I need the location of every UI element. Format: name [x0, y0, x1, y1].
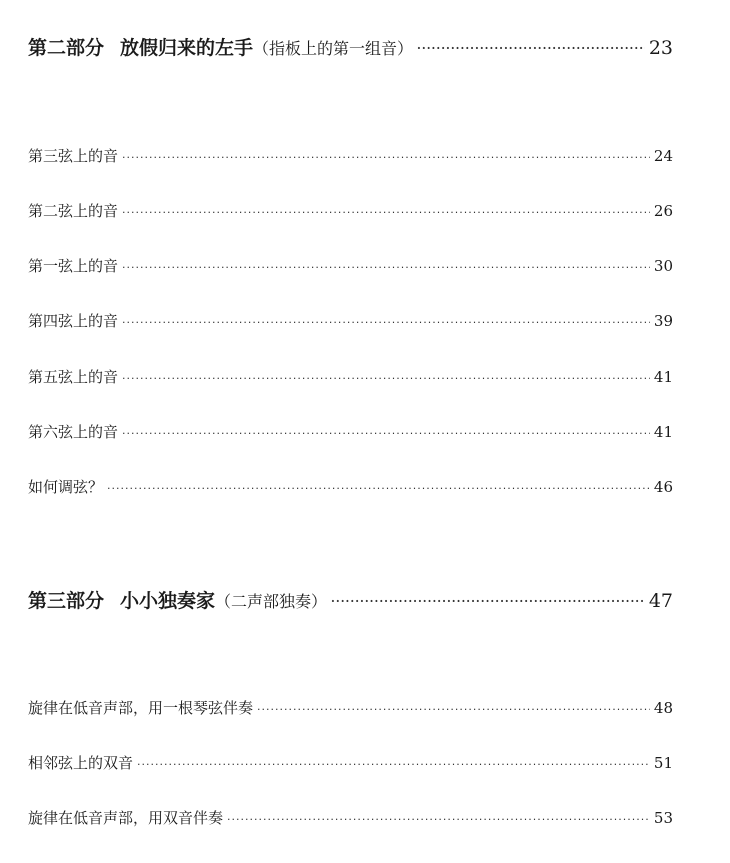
entry-label: 相邻弦上的双音: [28, 754, 134, 772]
toc-entry[interactable]: [28, 200, 673, 221]
toc-entry[interactable]: [28, 697, 673, 718]
entry-label: 第一弦上的音: [28, 257, 119, 275]
page-number: 41: [653, 368, 673, 386]
page-number: 24: [653, 147, 673, 165]
toc-entry[interactable]: [28, 807, 673, 828]
page-number: 48: [653, 699, 673, 717]
entry-label: 第三弦上的音: [28, 147, 119, 165]
page-number: 41: [653, 423, 673, 441]
dot-leader: [417, 42, 645, 55]
page-number: 26: [653, 202, 673, 220]
page-number: 39: [653, 312, 673, 330]
page-number: 53: [653, 809, 673, 827]
dot-leader: [107, 482, 650, 495]
dot-leader: [331, 595, 645, 608]
dot-leader: [122, 151, 650, 164]
part-subtitle: （二声部独奏）: [215, 592, 328, 611]
page-number: 23: [648, 37, 673, 59]
entry-label: 旋律在低音声部，用一根琴弦伴奏: [28, 699, 254, 717]
dot-leader: [257, 703, 650, 716]
toc-entry[interactable]: [28, 752, 673, 773]
toc-entry[interactable]: [28, 421, 673, 442]
entry-label: 如何调弦？: [28, 478, 104, 496]
dot-leader: [137, 758, 650, 771]
part-number: 第三部分: [28, 590, 105, 612]
entry-label: 第六弦上的音: [28, 423, 119, 441]
page-number: 30: [653, 257, 673, 275]
entry-label: 第五弦上的音: [28, 368, 119, 386]
page-number: 51: [653, 754, 673, 772]
toc-entry[interactable]: [28, 366, 673, 387]
dot-leader: [122, 261, 650, 274]
part-subtitle: （指板上的第一组音）: [253, 39, 414, 58]
entry-label: 旋律在低音声部，用双音伴奏: [28, 809, 224, 827]
part-number: 第二部分: [28, 37, 105, 59]
entry-label: 第二弦上的音: [28, 202, 119, 220]
toc-entry[interactable]: [28, 476, 673, 497]
toc-entry[interactable]: [28, 310, 673, 331]
dot-leader: [122, 427, 650, 440]
dot-leader: [122, 372, 650, 385]
part-title: 放假归来的左手: [120, 37, 254, 59]
entry-label: 第四弦上的音: [28, 312, 119, 330]
toc-part-2-heading[interactable]: [28, 33, 673, 60]
dot-leader: [122, 316, 650, 329]
dot-leader: [122, 206, 650, 219]
page-number: 47: [648, 590, 673, 612]
page-number: 46: [653, 478, 673, 496]
toc-entry[interactable]: [28, 255, 673, 276]
part-title: 小小独奏家: [120, 590, 216, 612]
toc-part-3-heading[interactable]: [28, 586, 673, 613]
toc-entry[interactable]: [28, 145, 673, 166]
dot-leader: [227, 813, 650, 826]
